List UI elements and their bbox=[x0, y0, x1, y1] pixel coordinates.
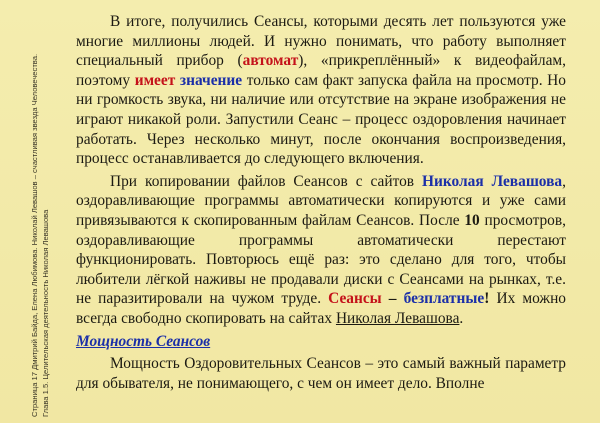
highlight-free: безплатные bbox=[403, 290, 485, 308]
text-body bbox=[76, 12, 566, 396]
text-run: просмотров, оздоравливающие программы автоматически перестают функционировать. Повторюсь ещё раз: это сделано для того, чтобы любители лёгкой наживы не продавали диски с Сеансами на рынках, т.е. не паразитировали на чужом труде. bbox=[76, 211, 566, 308]
paragraph-1 bbox=[76, 12, 566, 169]
paragraph-3: Мощность Оздоровительных Сеансов – это самый важный параметр для обывателя, не понимающего, с чем он имеет дело. Вполне bbox=[76, 355, 566, 392]
highlight-imeet: имеет bbox=[134, 71, 176, 89]
text-run: В итоге, получились Сеансы, которыми десять лет пользуются уже многие миллионы людей. И нужно понимать, что работу выполняет специальный прибор ( bbox=[76, 13, 566, 70]
text-run: только сам факт запуска файла на просмотр. Но ни громкость звука, ни наличие или отсутствие на экране изображения не играют никакой роли. Запустили Сеанс – процесс оздоровления начинает работать. Через несколько минут, после окончания воспроизведения, процесс останавливается до следующего включения. bbox=[76, 71, 566, 168]
author-link[interactable]: Николая Левашова bbox=[335, 309, 460, 327]
text-run: ! bbox=[484, 290, 490, 308]
count-bold: 10 bbox=[464, 211, 480, 229]
highlight-znachenie: значение bbox=[179, 71, 243, 89]
side-margin bbox=[0, 0, 68, 423]
paragraph-2 bbox=[76, 172, 566, 329]
text-run: ), «прикреплённый» к видеофайлам, поэтому bbox=[76, 52, 567, 89]
text-run: , оздоравливающие программы автоматически копируются и уже сами привязываются к скопированным файлам Сеансов. После bbox=[76, 172, 566, 229]
text-run: При копировании файлов Сеансов с сайтов bbox=[110, 172, 423, 190]
text-run: Их можно всегда свободно скопировать на сайтах bbox=[76, 290, 567, 327]
text-run: . bbox=[459, 309, 464, 327]
side-caption-line1: Страница 17 Дмитрий Байда, Елена Любимова. Николай Левашов – счастливая звезда Человечества. bbox=[30, 53, 39, 417]
side-caption-line2: Глава 1.5. Целительская деятельность Николая Левашова bbox=[41, 209, 50, 417]
section-heading: Мощность Сеансов bbox=[76, 332, 211, 350]
text-run: – bbox=[381, 290, 404, 308]
highlight-seansy: Сеансы bbox=[328, 290, 382, 308]
author-name-bold: Николая Левашова bbox=[422, 172, 563, 190]
highlight-automat: автомат bbox=[242, 52, 299, 70]
